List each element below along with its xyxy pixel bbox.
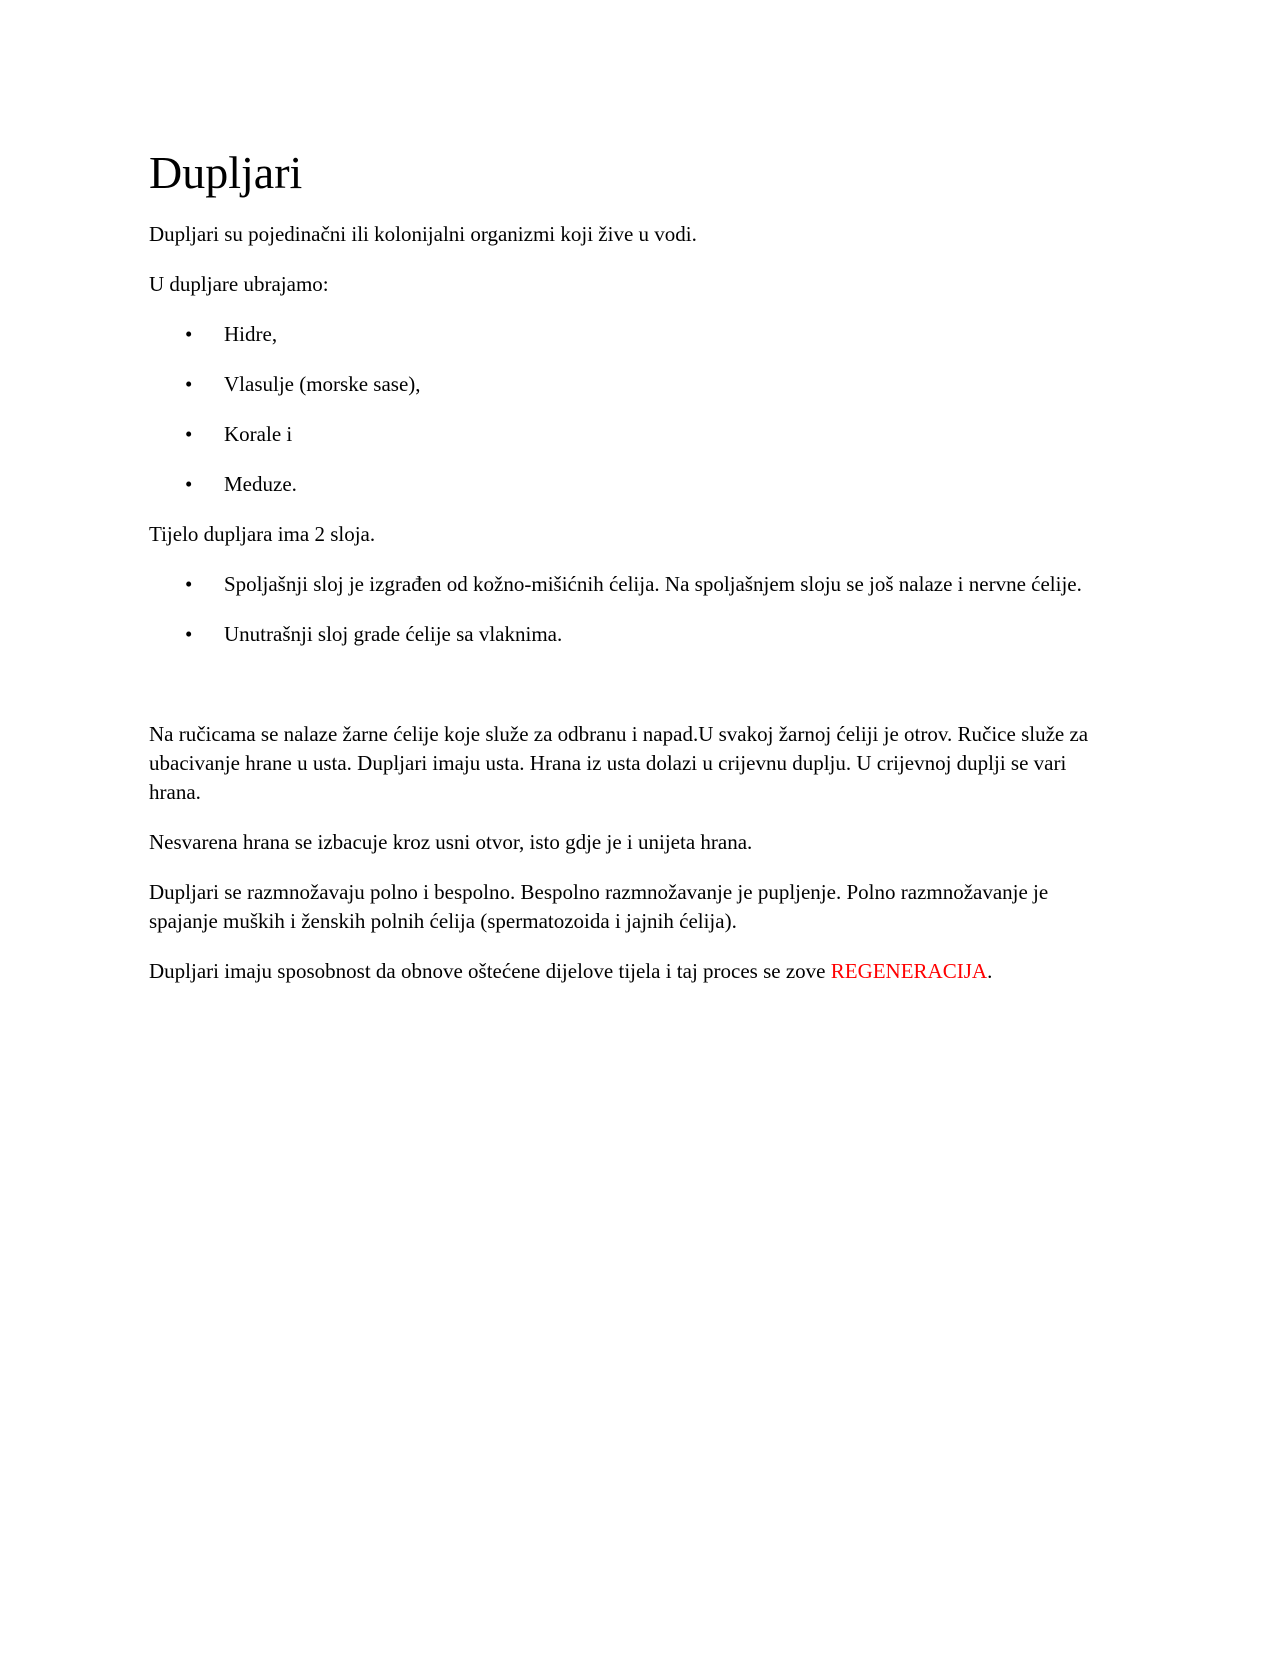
intro-paragraph: Dupljari su pojedinačni ili kolonijalni organizmi koji žive u vodi. [149,222,697,246]
list-item-text: Vlasulje (morske sase), [224,372,421,396]
layers-list [149,570,1117,649]
list-item [149,320,1117,349]
bullet-icon: • [185,572,193,596]
bullet-icon: • [185,372,193,396]
empty-line [149,670,1117,720]
list-item-text: Hidre, [224,322,278,346]
regeneration-text: Dupljari imaju sposobnost da obnove oštećene dijelove tijela i taj proces se zove [149,959,831,983]
list-item [149,570,1117,599]
list-item-text: Korale i [224,422,293,446]
list-item [149,420,1117,449]
document-page [149,146,1117,1007]
bullet-icon: • [185,472,193,496]
bullet-icon: • [185,322,193,346]
list-item-text: Spoljašnji sloj je izgrađen od kožno-mišićnih ćelija. Na spoljašnjem sloju se još nalaze i nervne ćelije. [224,572,1082,596]
bullet-icon: • [185,422,193,446]
list-item-text: Unutrašnji sloj grade ćelije sa vlaknima. [224,622,563,646]
list-item-text: Meduze. [224,472,297,496]
groups-list [149,320,1117,499]
layers-paragraph: Tijelo dupljara ima 2 sloja. [149,522,376,546]
list-item [149,470,1117,499]
digestion-paragraph: Nesvarena hrana se izbacuje kroz usni otvor, isto gdje je i unijeta hrana. [149,830,753,854]
list-item [149,620,1117,649]
tentacles-paragraph: Na ručicama se nalaze žarne ćelije koje služe za odbranu i napad.U svakoj žarnoj ćeliji je otrov. Ručice služe za ubacivanje hrane u usta. Dupljari imaju usta. Hrana iz usta dolazi u crijevnu duplju. U crijevnoj duplji se vari hrana. [149,722,1089,804]
reproduction-paragraph: Dupljari se razmnožavaju polno i bespolno. Bespolno razmnožavanje je pupljenje. Polno razmnožavanje je spajanje muških i ženskih polnih ćelija (spermatozoida i jajnih ćelija). [149,880,1049,933]
regeneration-period: . [987,959,993,983]
list-item [149,370,1117,399]
bullet-icon: • [185,622,193,646]
includes-paragraph: U dupljare ubrajamo: [149,272,329,296]
regeneration-term: REGENERACIJA [830,959,988,983]
regeneration-paragraph [149,957,1117,986]
page-title: Dupljari [149,147,303,198]
